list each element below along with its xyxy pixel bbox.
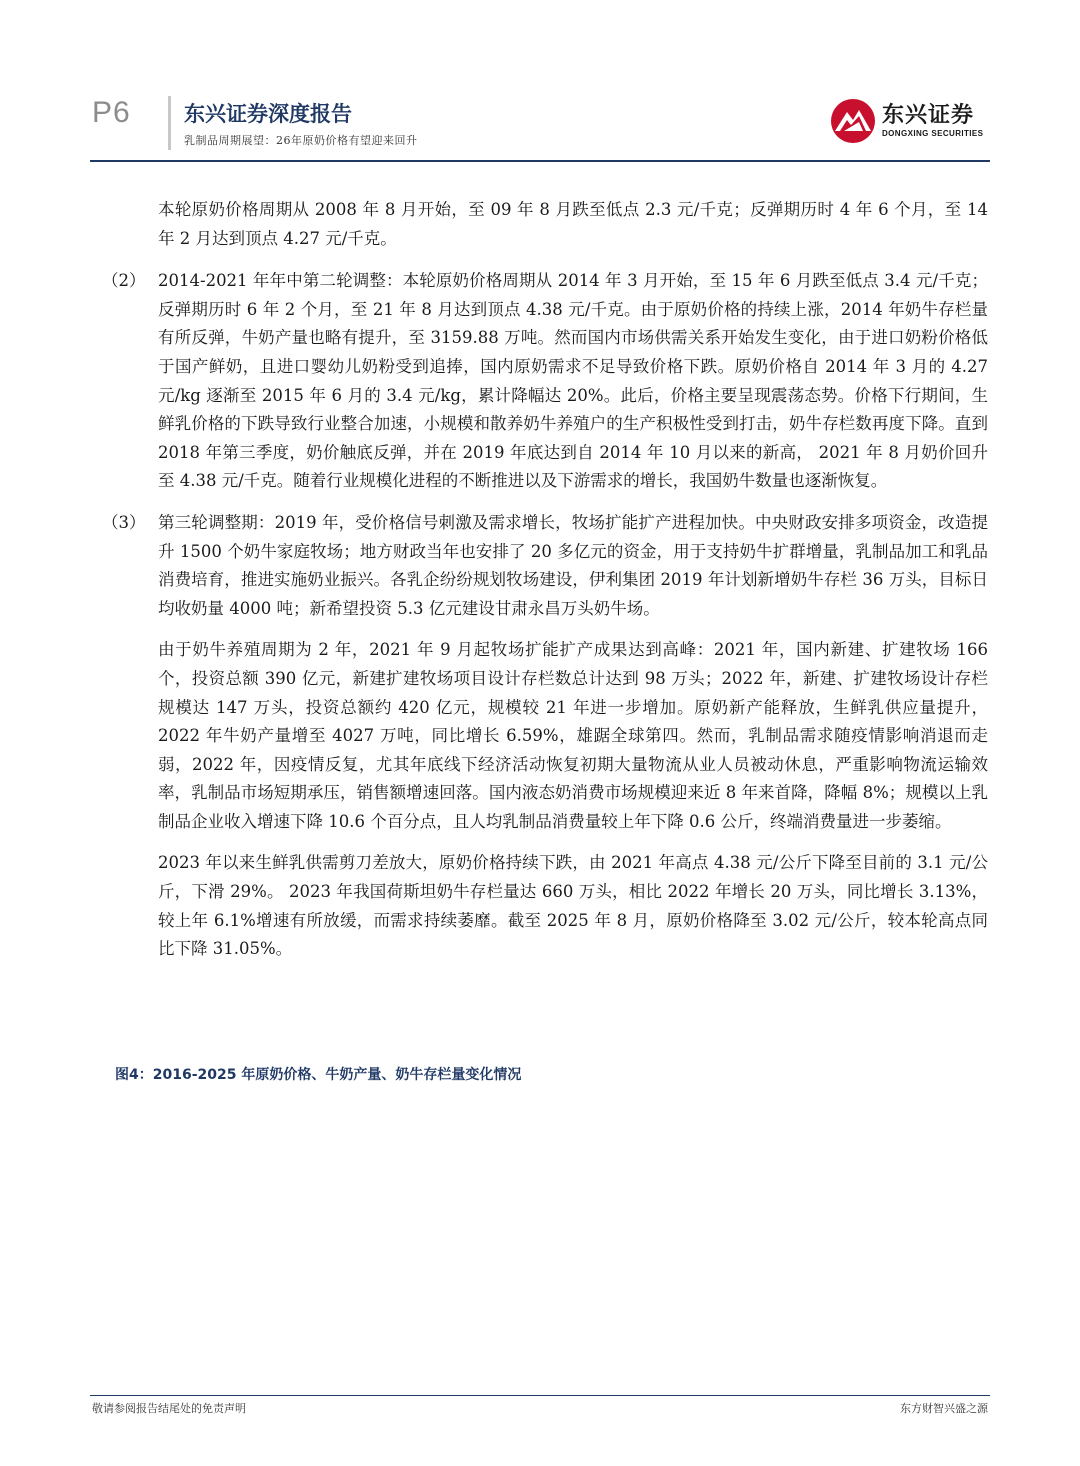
- list-marker: （2）: [102, 271, 146, 291]
- report-subtitle: 乳制品周期展望：26年原奶价格有望迎来回升: [184, 134, 418, 147]
- list-item: [90, 267, 988, 496]
- list-item: [90, 509, 988, 623]
- company-logo: [830, 98, 1000, 146]
- list-item-text: 第三轮调整期：2019 年，受价格信号刺激及需求增长，牧场扩能扩产进程加快。中央财政安排多项资金，改造提升 1500 个奶牛家庭牧场；地方财政当年也安排了 20 多亿元的资金，用于支持奶牛扩群增量，乳制品加工和乳品消费培育，推进实施奶业振兴。各乳企纷纷规划牧场建设，伊利集团 2019 年计划新增奶牛存栏 36 万头，目标日均收奶量 4000 吨；新希望投资 5.3 亿元建设甘肃永昌万头奶牛场。: [158, 512, 988, 618]
- header-divider: [168, 96, 171, 150]
- mountain-logo-icon: [830, 98, 876, 144]
- footer-disclaimer: 敬请参阅报告结尾处的免责声明: [92, 1402, 246, 1415]
- page-number: P6: [92, 96, 131, 129]
- report-body: [90, 196, 990, 977]
- logo-en-text: DONGXING SECURITIES: [882, 129, 984, 138]
- logo-cn-text: 东兴证券: [882, 103, 975, 128]
- footer-slogan: 东方财智兴盛之源: [900, 1402, 988, 1415]
- intro-paragraph: 本轮原奶价格周期从 2008 年 8 月开始，至 09 年 8 月跌至低点 2.3 元/千克；反弹期历时 4 年 6 个月，至 14 年 2 月达到顶点 4.27 元/千克。: [158, 200, 988, 248]
- header-rule: [90, 160, 990, 162]
- paragraph-price-decline: 2023 年以来生鲜乳供需剪刀差放大，原奶价格持续下跌，由 2021 年高点 4.38 元/公斤下降至目前的 3.1 元/公斤，下滑 29%。 2023 年我国荷斯坦奶牛存栏量达 660 万头，相比 2022 年增长 20 万头，同比增长 3.13%，较上年 6.1%增速有所放缓，而需求持续萎靡。截至 2025 年 8 月，原奶价格降至 3.02 元/公斤，较本轮高点同比下降 31.05%。: [158, 853, 988, 959]
- figure-caption: 图4：2016-2025 年原奶价格、牛奶产量、奶牛存栏量变化情况: [115, 1067, 522, 1083]
- footer-rule: [90, 1395, 990, 1396]
- paragraph-capacity-expansion: 由于奶牛养殖周期为 2 年，2021 年 9 月起牧场扩能扩产成果达到高峰：2021 年，国内新建、扩建牧场 166 个，投资总额 390 亿元，新建扩建牧场项目设计存栏数总计达到 98 万头；2022 年，新建、扩建牧场设计存栏规模达 147 万头，投资总额约 420 亿元，规模较 21 年进一步增加。原奶新产能释放，生鲜乳供应量提升， 2022 年牛奶产量增至 4027 万吨，同比增长 6.59%，雄踞全球第四。然而，乳制品需求随疫情影响消退而走弱，2022 年，因疫情反复，尤其年底线下经济活动恢复初期大量物流从业人员被动休息，严重影响物流运输效率，乳制品市场短期承压，销售额增速回落。国内液态奶消费市场规模迎来近 8 年来首降，降幅 8%；规模以上乳制品企业收入增速下降 10.6 个百分点，且人均乳制品消费量较上年下降 0.6 公斤，终端消费量进一步萎缩。: [158, 640, 988, 831]
- list-marker: （3）: [102, 512, 146, 532]
- report-title: 东兴证券深度报告: [184, 102, 352, 126]
- list-item-text: 2014-2021 年年中第二轮调整：本轮原奶价格周期从 2014 年 3 月开始，至 15 年 6 月跌至低点 3.4 元/千克；反弹期历时 6 年 2 个月，至 21 年 8 月达到顶点 4.38 元/千克。由于原奶价格的持续上涨，2014 年奶牛存栏量有所反弹，牛奶产量也略有提升，至 3159.88 万吨。然而国内市场供需关系开始发生变化，由于进口奶粉价格低于国产鲜奶，且进口婴幼儿奶粉受到追捧，国内原奶需求不足导致价格下跌。原奶价格自 2014 年 3 月的 4.27 元/kg 逐渐至 2015 年 6 月的 3.4 元/kg，累计降幅达 20%。此后，价格主要呈现震荡态势。价格下行期间，生鲜乳价格的下跌导致行业整合加速，小规模和散养奶牛养殖户的生产积极性受到打击，奶牛存栏数再度下降。直到 2018 年第三季度，奶价触底反弹，并在 2019 年底达到自 2014 年 10 月以来的新高， 2021 年 8 月奶价回升至 4.38 元/千克。随着行业规模化进程的不断推进以及下游需求的增长，我国奶牛数量也逐渐恢复。: [158, 271, 988, 491]
